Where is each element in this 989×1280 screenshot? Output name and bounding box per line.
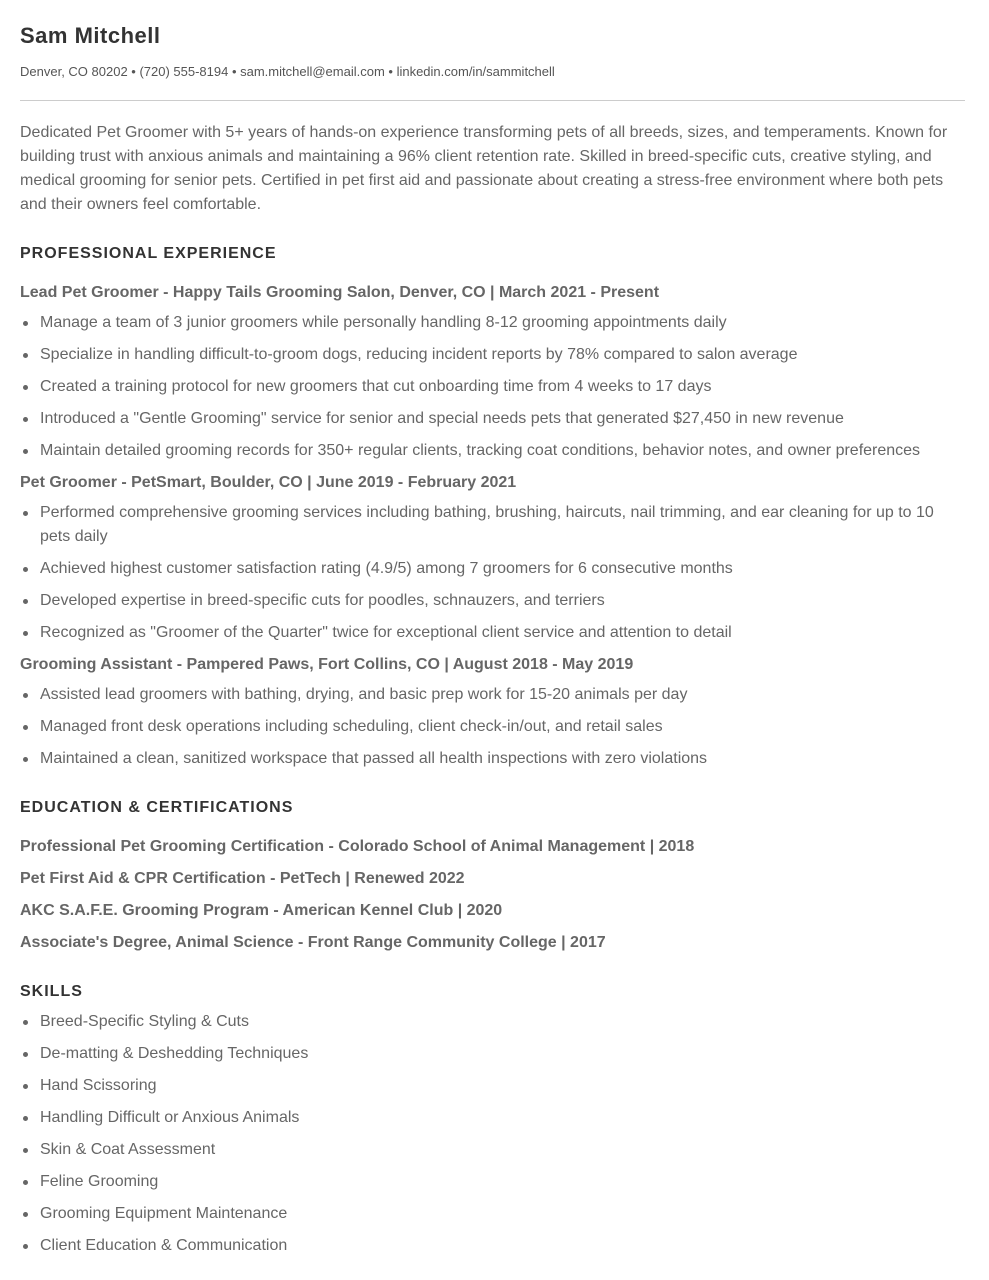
contact-line: Denver, CO 80202 • (720) 555-8194 • sam.mitchell@email.com • linkedin.com/in/sammitchell (20, 64, 555, 79)
job-bullet: Specialize in handling difficult-to-groom dogs, reducing incident reports by 78% compared to salon average (20, 343, 965, 367)
bullet-dot-icon (23, 1020, 28, 1025)
skill-item: Breed-Specific Styling & Cuts (20, 1010, 965, 1034)
skill-item: Grooming Equipment Maintenance (20, 1202, 965, 1226)
certification-item: Professional Pet Grooming Certification - Colorado School of Animal Management | 2018 (20, 838, 695, 855)
bullet-dot-icon (23, 385, 28, 390)
job-bullet: Developed expertise in breed-specific cuts for poodles, schnauzers, and terriers (20, 589, 965, 613)
bullet-dot-icon (23, 599, 28, 604)
bullet-dot-icon (23, 1244, 28, 1249)
bullet-dot-icon (23, 1180, 28, 1185)
experience-section-title: PROFESSIONAL EXPERIENCE (20, 245, 277, 262)
professional-summary: Dedicated Pet Groomer with 5+ years of hands-on experience transforming pets of all breeds, sizes, and temperaments. Known for building trust with anxious animals and maintaining a 96% client retention rate. Skilled in breed-specific cuts, creative styling, and medical grooming for senior pets. Certified in pet first aid and passionate about creating a stress-free environment where both pets and their owners feel comfortable. (20, 124, 948, 213)
certification-item: AKC S.A.F.E. Grooming Program - American Kennel Club | 2020 (20, 902, 503, 919)
header-divider (20, 100, 965, 101)
bullet-dot-icon (23, 567, 28, 572)
bullet-dot-icon (23, 417, 28, 422)
job-bullet: Created a training protocol for new groomers that cut onboarding time from 4 weeks to 17 days (20, 375, 965, 399)
skills-list (20, 1010, 965, 1258)
bullet-dot-icon (23, 693, 28, 698)
job-bullet: Recognized as "Groomer of the Quarter" twice for exceptional client service and attention to detail (20, 621, 965, 645)
job-heading: Lead Pet Groomer - Happy Tails Grooming Salon, Denver, CO | March 2021 - Present (20, 284, 660, 301)
skill-item: Client Education & Communication (20, 1234, 965, 1258)
job-bullet: Achieved highest customer satisfaction rating (4.9/5) among 7 groomers for 6 consecutive months (20, 557, 965, 581)
bullet-dot-icon (23, 725, 28, 730)
skill-item: De-matting & Deshedding Techniques (20, 1042, 965, 1066)
job-bullet: Managed front desk operations including scheduling, client check-in/out, and retail sales (20, 715, 965, 739)
bullet-dot-icon (23, 511, 28, 516)
education-section-title: EDUCATION & CERTIFICATIONS (20, 799, 294, 816)
certification-item: Pet First Aid & CPR Certification - PetTech | Renewed 2022 (20, 870, 465, 887)
certification-item: Associate's Degree, Animal Science - Front Range Community College | 2017 (20, 934, 606, 951)
skill-item: Skin & Coat Assessment (20, 1138, 965, 1162)
bullet-dot-icon (23, 1148, 28, 1153)
bullet-dot-icon (23, 1084, 28, 1089)
job-bullet: Introduced a "Gentle Grooming" service for senior and special needs pets that generated $27,450 in new revenue (20, 407, 965, 431)
bullet-dot-icon (23, 631, 28, 636)
job-bullet: Manage a team of 3 junior groomers while personally handling 8-12 grooming appointments daily (20, 311, 965, 335)
skills-section-title: SKILLS (20, 983, 83, 1000)
job-bullet: Maintained a clean, sanitized workspace that passed all health inspections with zero violations (20, 747, 965, 771)
skill-item: Hand Scissoring (20, 1074, 965, 1098)
bullet-dot-icon (23, 353, 28, 358)
bullet-dot-icon (23, 1052, 28, 1057)
bullet-dot-icon (23, 321, 28, 326)
bullet-dot-icon (23, 1116, 28, 1121)
skill-item: Feline Grooming (20, 1170, 965, 1194)
skill-item: Handling Difficult or Anxious Animals (20, 1106, 965, 1130)
job-bullet: Maintain detailed grooming records for 350+ regular clients, tracking coat conditions, behavior notes, and owner preferences (20, 439, 965, 463)
job-heading: Pet Groomer - PetSmart, Boulder, CO | June 2019 - February 2021 (20, 474, 517, 491)
job-bullet-list (20, 311, 965, 463)
bullet-dot-icon (23, 449, 28, 454)
candidate-name: Sam Mitchell (20, 23, 161, 48)
bullet-dot-icon (23, 1212, 28, 1217)
job-bullet-list (20, 501, 965, 645)
job-heading: Grooming Assistant - Pampered Paws, Fort Collins, CO | August 2018 - May 2019 (20, 656, 634, 673)
job-bullet: Performed comprehensive grooming services including bathing, brushing, haircuts, nail trimming, and ear cleaning for up to 10 pets daily (20, 501, 965, 549)
job-bullet: Assisted lead groomers with bathing, drying, and basic prep work for 15-20 animals per day (20, 683, 965, 707)
bullet-dot-icon (23, 757, 28, 762)
job-bullet-list (20, 683, 965, 771)
